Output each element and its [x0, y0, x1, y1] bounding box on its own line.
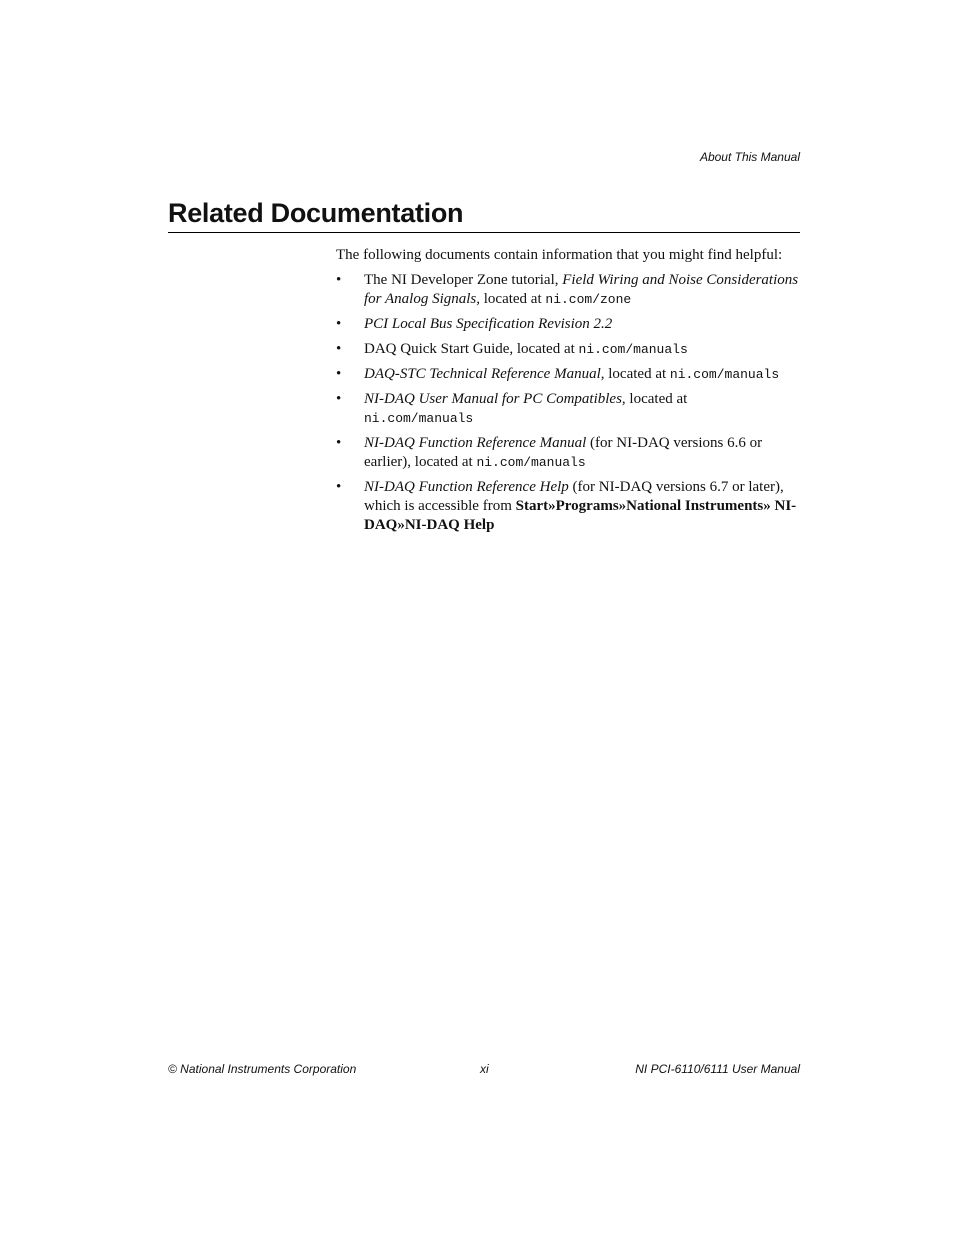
list-item: [336, 365, 806, 384]
doc-location-text: located at: [480, 291, 546, 307]
doc-location-text: , located at: [600, 366, 670, 382]
list-item: [336, 434, 806, 472]
doc-url: ni.com/manuals: [578, 342, 688, 357]
bullet: •: [336, 479, 342, 495]
bullet: •: [336, 391, 342, 407]
running-header: About This Manual: [699, 150, 800, 164]
doc-prefix: DAQ Quick Start Guide, located at: [364, 341, 579, 357]
doc-url: ni.com/manuals: [476, 455, 586, 470]
intro-paragraph: The following documents contain information that you might find helpful:: [336, 247, 783, 263]
doc-title: PCI Local Bus Specification Revision 2.2: [364, 316, 613, 332]
menu-path: Start»Programs»National Instruments» NI-DAQ»NI-DAQ Help: [364, 498, 797, 533]
bullet: •: [336, 272, 342, 288]
doc-location-text: , located at: [621, 391, 688, 407]
list-item: [336, 390, 806, 428]
bullet: •: [336, 316, 342, 332]
page-footer: [168, 1062, 800, 1078]
doc-title: DAQ-STC Technical Reference Manual: [364, 366, 601, 382]
page-number: xi: [480, 1062, 489, 1076]
list-item: [336, 340, 806, 359]
list-item: [336, 315, 806, 334]
list-item: [336, 478, 806, 535]
document-list: [336, 271, 806, 535]
doc-title: Field Wiring and Noise Considerations for Analog Signals,: [364, 272, 799, 307]
footer-manual-title: NI PCI-6110/6111 User Manual: [635, 1062, 800, 1076]
list-item: [336, 271, 806, 309]
doc-url: ni.com/manuals: [364, 411, 474, 426]
doc-title: NI-DAQ Function Reference Manual: [364, 435, 587, 451]
doc-url: ni.com/zone: [545, 292, 632, 307]
body-column: [336, 246, 806, 541]
doc-url: ni.com/manuals: [669, 367, 780, 382]
doc-title: NI-DAQ User Manual for PC Compatibles: [364, 391, 622, 407]
bullet: •: [336, 341, 342, 357]
doc-prefix: The NI Developer Zone tutorial,: [364, 272, 563, 288]
bullet: •: [336, 366, 342, 382]
footer-copyright: © National Instruments Corporation: [168, 1062, 357, 1076]
doc-title: NI-DAQ Function Reference Help: [364, 479, 569, 495]
doc-location-text: (for NI-DAQ versions 6.7 or later), which is accessible from: [364, 479, 784, 514]
section-title: Related Documentation: [168, 194, 800, 233]
doc-location-text: (for NI-DAQ versions 6.6 or earlier), located at: [364, 435, 763, 470]
bullet: •: [336, 435, 342, 451]
